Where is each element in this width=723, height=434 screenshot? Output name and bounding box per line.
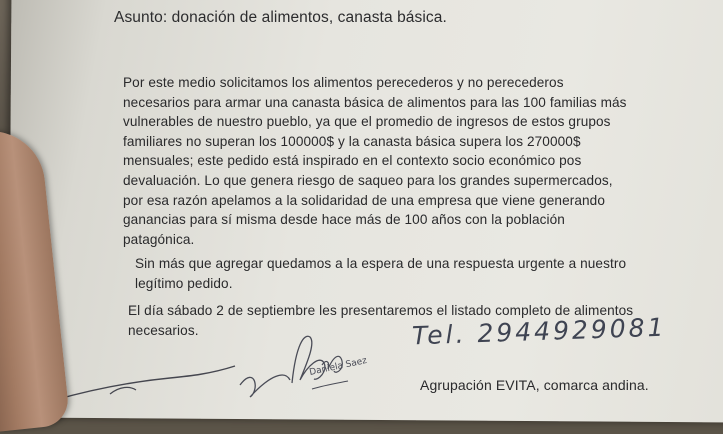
paragraph-line: necesarios para armar una canasta básica de alimentos para las 100 familias más (123, 94, 627, 110)
paragraph-line: patagónica. (123, 231, 195, 247)
paragraph-line: Sin más que agregar quedamos a la espera de una respuesta urgente a nuestro (135, 256, 627, 271)
paragraph-line: El día sábado 2 de septiembre les presentaremos el listado completo de alimentos (128, 303, 634, 318)
signature-name: Daniela Saez (308, 355, 368, 378)
scribble-mark-icon (50, 360, 240, 405)
paragraph-line: familiares no superan los 100000$ y la canasta básica supera los 270000$ (123, 133, 581, 149)
paragraph-line: legítimo pedido. (135, 275, 233, 291)
handwritten-phone: Tel. 2944929081 (411, 312, 667, 351)
paragraph-line: mensuales; este pedido está inspirado en el contexto socio económico pos (123, 153, 582, 169)
paragraph-line: vulnerables de nuestro pueblo, ya que el promedio de ingresos de estos grupos (123, 114, 611, 130)
paragraph-line: necesarios. (128, 322, 199, 338)
paragraph-line: por esa razón apelamos a la solidaridad de una empresa que viene generando (123, 192, 605, 208)
paragraph-line: devaluación. Lo que genera riesgo de saqueo para los grandes supermercados, (123, 172, 613, 188)
footer-organization: Agrupación EVITA, comarca andina. (420, 377, 649, 393)
paragraph-line: Por este medio solicitamos los alimentos perecederos y no perecederos (123, 75, 564, 90)
signature-icon (230, 325, 380, 403)
paragraph-line: ganancias para sí misma desde hace más de 100 años con la población (123, 212, 565, 228)
paragraph-request (123, 73, 665, 249)
paragraph-closing (135, 254, 665, 293)
subject-line: Asunto: donación de alimentos, canasta básica. (114, 9, 447, 26)
